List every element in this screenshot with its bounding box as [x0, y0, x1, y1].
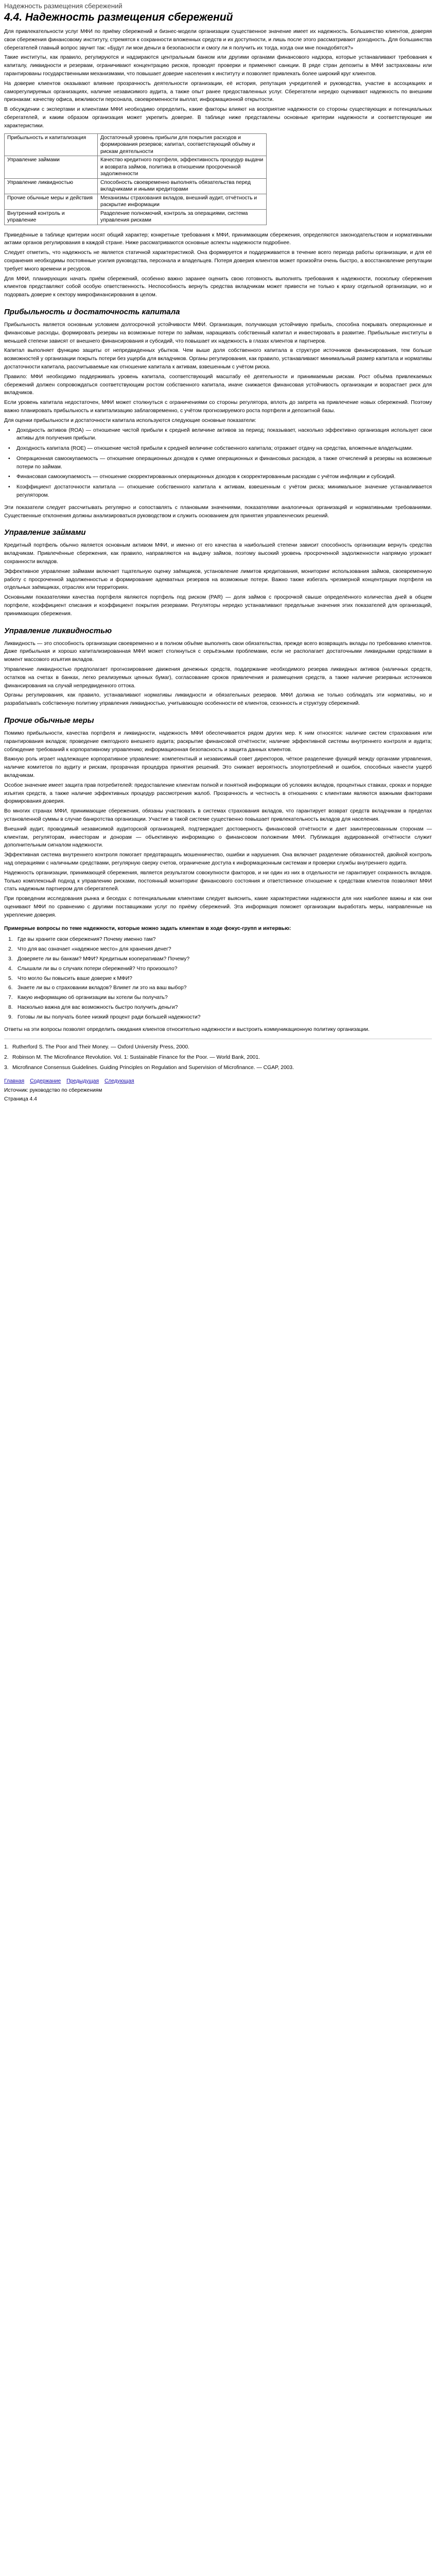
paragraph: Во многих странах МФИ, принимающие сбережения, обязаны участвовать в системах страхования вкладов, что гарантирует возврат средств вкладчикам в пределах установленной суммы в случае банкротства организации. Участие в такой системе существенно повышает привлекательность вкладов для населения.	[4, 808, 432, 822]
criteria-table	[4, 133, 267, 225]
paragraph: Помимо прибыльности, качества портфеля и ликвидности, надежность МФИ обеспечивается рядом других мер. К ним относятся: наличие систем страхования или гарантирования вкладов; проведение ежегодного внешнего аудита; раскрытие финансовой отчётности; наличие эффективной системы внутреннего контроля и аудита; соблюдение требований к корпоративному управлению; информационная безопасность и защита данных клиентов.	[4, 731, 432, 753]
bullet-list	[4, 427, 432, 500]
bullet-icon: •	[8, 484, 10, 490]
list-item-text: Операционная самоокупаемость — отношение операционных доходов к сумме операционных и финансовых расходов, а также отчислений в резервы на возможные потери по займам.	[16, 455, 432, 470]
section-heading: Прочие обычные меры	[4, 716, 94, 725]
paragraph: Органы регулирования, как правило, устанавливают нормативы ликвидности и обязательных резервов. МФИ должна не только соблюдать эти нормативы, но и разрабатывать собственную политику управления ликвидностью, учитывающую особенности её клиентов, сезонность и структуру сбережений.	[4, 692, 432, 707]
paragraph: Основными показателями качества портфеля являются портфель под риском (PAR) — доля займов с просрочкой свыше определённого количества дней в общем портфеле, коэффициент списания и коэффициент покрытия резервами. Регуляторы нередко устанавливают предельные значения этих показателей для организаций, принимающих сбережения.	[4, 595, 432, 617]
table-row	[5, 194, 267, 209]
paragraph: Для оценки прибыльности и достаточности капитала используются следующие основные показатели:	[4, 417, 256, 423]
paragraph: Для привлекательности услуг МФИ по приёму сбережений и бизнес-модели организации существенное значение имеет их надежность. Большинство клиентов, доверяя свои сбережения финансовому институту, стремятся к сохранности вложенных средств и их доступности, и лишь после этого рассматривают доходность. Для большинства сберегателей главный вопрос звучит так: «Будут ли мои деньги в безопасности и смогу ли я получить их тогда, когда они мне понадобятся?»	[4, 29, 432, 51]
paragraph: Кредитный портфель обычно является основным активом МФИ, и именно от его качества в наибольшей степени зависит способность организации вернуть средства вкладчикам. Привлечённые сбережения, как правило, направляются на выдачу займов, поэтому высокий уровень просроченной задолженности напрямую угрожает сохранности вкладов.	[4, 543, 432, 565]
paragraph: Эти показатели следует рассчитывать регулярно и сопоставлять с плановыми значениями, показателями аналогичных организаций и нормативными требованиями. Существенные отклонения должны анализироваться руководством и служить основанием для принятия управленческих решений.	[4, 504, 432, 519]
paragraph: Эффективная система внутреннего контроля помогает предотвращать мошенничество, ошибки и нарушения. Она включает разделение обязанностей, двойной контроль над операциями с наличными средствами, регулярную сверку счетов, ограничение доступа к информационным системам и проверки службы внутреннего аудита.	[4, 852, 432, 866]
footnotes-list	[4, 1043, 432, 1072]
page-title: 4.4. Надежность размещения сбережений	[4, 11, 233, 23]
page	[0, 2, 436, 1104]
list-item-text: Доходность активов (ROA) — отношение чистой прибыли к средней величине активов за период; показывает, насколько эффективно организация использует свои активы для получения прибыли.	[16, 427, 432, 442]
bullet-icon: •	[8, 455, 10, 462]
table-cell-desc: Разделение полномочий, контроль за операциями, система управления рисками	[98, 209, 267, 225]
paragraph: В обсуждении с экспертами и клиентами МФИ необходимо определить, какие факторы влияют на восприятие надежности со стороны существующих и потенциальных сберегателей, и каким образом организация может укрепить доверие. В таблице ниже представлены основные критерии надежности и соответствующие им характеристики.	[4, 107, 432, 129]
table-row	[5, 133, 267, 156]
list-item-text: Где вы храните свои сбережения? Почему именно там?	[18, 937, 156, 943]
paragraph: Приведённые в таблице критерии носят общий характер; конкретные требования к МФИ, принимающим сбережения, определяются законодательством и нормативными актами органов регулирования в каждой стране. Ниже рассматриваются основные аспекты надежности подробнее.	[4, 232, 432, 246]
footnote: 2. Robinson M. The Microfinance Revolution. Vol. 1: Sustainable Finance for the Poor. — World Bank, 2001.	[4, 1055, 260, 1061]
table-cell-desc: Достаточный уровень прибыли для покрытия расходов и формирования резервов; капитал, соответствующий объёму и рискам деятельности	[98, 133, 267, 156]
closing-block	[4, 869, 432, 920]
list-item-text: Что для вас означает «надежное место» для хранения денег?	[18, 946, 171, 953]
table-row	[5, 178, 267, 194]
intro-block	[4, 28, 432, 130]
list-item: 2. Что для вас означает «надежное место» для хранения денег?	[8, 946, 171, 953]
footer-nav	[4, 1077, 432, 1086]
table-cell-label: Прибыльность и капитализация	[5, 133, 98, 156]
table-cell-desc: Качество кредитного портфеля, эффективность процедур выдачи и возврата займов, политика в отношении просроченной задолженности	[98, 156, 267, 179]
footnote-text: Robinson M. The Microfinance Revolution. Vol. 1: Sustainable Finance for the Poor. — World Bank, 2001.	[12, 1055, 260, 1061]
footnote: 1. Rutherford S. The Poor and Their Money. — Oxford University Press, 2000.	[4, 1044, 189, 1050]
list-item-text: Финансовая самоокупаемость — отношение скорректированных операционных доходов к скорректированным расходам с учётом инфляции и субсидий.	[16, 474, 396, 480]
list-item: 4. Слышали ли вы о случаях потери сбережений? Что произошло?	[8, 965, 178, 972]
paragraph: Если уровень капитала недостаточен, МФИ может столкнуться с ограничениями со стороны регулятора, вплоть до запрета на привлечение новых сбережений. Поэтому важно планировать прибыльность и капитализацию заблаговременно, с учётом прогнозируемого роста портфеля и депозитной базы.	[4, 400, 432, 414]
footer-link-prev[interactable]: Предыдущая	[66, 1078, 99, 1084]
paragraph: Управление ликвидностью предполагает прогнозирование движения денежных средств, поддержание необходимого резерва ликвидных активов (наличных средств, остатков на счетах в банках, легко реализуемых ценных бумаг), согласование сроков привлечения и размещения средств, а также наличие резервных источников финансирования на случай непредвиденного оттока.	[4, 667, 432, 689]
table-cell-label: Управление займами	[5, 156, 98, 179]
paragraph: Внешний аудит, проводимый независимой аудиторской организацией, подтверждает достоверность финансовой отчётности и дает заинтересованным сторонам — клиентам, регуляторам, инвесторам и донорам — объективную информацию о финансовом положении МФИ. Публикация аудированной отчётности служит дополнительным сигналом надежности.	[4, 826, 432, 849]
table-cell-desc: Способность своевременно выполнять обязательства перед вкладчиками и иными кредиторами	[98, 178, 267, 194]
footer-link-home[interactable]: Главная	[4, 1078, 25, 1084]
paragraph: Капитал выполняет функцию защиты от непредвиденных убытков. Чем выше доля собственного капитала в структуре источников финансирования, тем больше возможностей у организации покрыть потери без ущерба для вкладчиков. Органы регулирования, как правило, устанавливают минимальный размер капитала и нормативы достаточности капитала, рассчитываемые как отношение капитала к активам, взвешенным с учётом риска.	[4, 348, 432, 370]
after-table-block	[4, 231, 432, 299]
bullet-icon: •	[8, 427, 10, 433]
list-item	[4, 473, 432, 481]
list-item: 6. Знаете ли вы о страховании вкладов? Влияет ли это на ваш выбор?	[8, 985, 187, 991]
footer-counter: Страница 4.4	[4, 1096, 37, 1103]
table-row	[5, 156, 267, 179]
footnote-text: Rutherford S. The Poor and Their Money. — Oxford University Press, 2000.	[12, 1044, 189, 1050]
list-item-text: Слышали ли вы о случаях потери сбережений? Что произошло?	[18, 965, 178, 972]
bullet-icon: •	[8, 474, 10, 480]
paragraph: Надежность организации, принимающей сбережения, является результатом совокупности факторов, и ни один из них в отдельности не гарантирует сохранность вкладов. Только комплексный подход к управлению рисками, постоянный мониторинг финансового состояния и ответственное отношение к средствам клиентов позволяют МФИ стать надежным партнером для сберегателей.	[4, 870, 432, 892]
list-item	[4, 427, 432, 443]
list-item	[4, 445, 432, 453]
paragraph: Следует отметить, что надежность не является статичной характеристикой. Она формируется и поддерживается в течение всего периода работы организации, и для её сохранения необходимы постоянные усилия руководства, персонала и владельцев. Потеря доверия клиентов может произойти очень быстро, а восстановление репутации требует много времени и ресурсов.	[4, 250, 432, 272]
questions-title: Примерные вопросы по теме надежности, которые можно задать клиентам в ходе фокус-групп и интервью:	[4, 925, 291, 931]
list-item-text: Какую информацию об организации вы хотели бы получать?	[18, 995, 168, 1001]
section-heading: Управление займами	[4, 528, 86, 537]
table-row	[5, 209, 267, 225]
table-cell-desc: Механизмы страхования вкладов, внешний аудит, отчётность и раскрытие информации	[98, 194, 267, 209]
list-item-text: Что могло бы повысить ваше доверие к МФИ?	[18, 975, 132, 981]
list-item: 1. Где вы храните свои сбережения? Почему именно там?	[8, 937, 156, 943]
footer-source: Источник: руководство по сбережениям	[4, 1087, 102, 1093]
paragraph: Правило: МФИ необходимо поддерживать уровень капитала, соответствующий масштабу её деятельности и принимаемым рискам. Рост объёма привлекаемых сбережений должен сопровождаться соответствующим ростом собственного капитала, иначе снижается финансовая устойчивость организации и возрастает риск для вкладчиков.	[4, 374, 432, 396]
paragraph: Эффективное управление займами включает тщательную оценку заёмщиков, установление лимитов кредитования, мониторинг использования займов, своевременную работу с просроченной задолженностью и формирование адекватных резервов на возможные потери. Важно также избегать чрезмерной концентрации портфеля на отдельных заёмщиках, отраслях или территориях.	[4, 568, 432, 591]
table-cell-label: Управление ликвидностью	[5, 178, 98, 194]
footer-link-next[interactable]: Следующая	[104, 1078, 134, 1084]
list-item-text: Коэффициент достаточности капитала — отношение собственного капитала к активам, взвешенным с учётом риска; минимальное значение устанавливается регулятором.	[16, 484, 432, 499]
footer-link-contents[interactable]: Содержание	[30, 1078, 61, 1084]
list-item: 5. Что могло бы повысить ваше доверие к МФИ?	[8, 975, 132, 981]
list-item	[4, 483, 432, 500]
section-heading: Прибыльность и достаточность капитала	[4, 307, 180, 316]
list-item	[4, 455, 432, 471]
list-item-text: Насколько важна для вас возможность быстро получить деньги?	[18, 1004, 178, 1010]
paragraph: Ликвидность — это способность организации своевременно и в полном объёме выполнять свои обязательства, прежде всего возвращать вклады по требованию клиентов. Даже прибыльная и хорошо капитализированная МФИ может столкнуться с серьёзными проблемами, если не располагает достаточными ликвидными средствами в момент массового изъятия вкладов.	[4, 640, 432, 663]
breadcrumb: Надежность размещения сбережений	[4, 2, 123, 10]
table-cell-label: Прочие обычные меры и действия	[5, 194, 98, 209]
table-cell-label: Внутренний контроль и управление	[5, 209, 98, 225]
list-item-text: Доверяете ли вы банкам? МФИ? Кредитным кооперативам? Почему?	[18, 956, 190, 962]
section-heading: Управление ликвидностью	[4, 626, 112, 635]
bullet-icon: •	[8, 446, 10, 452]
list-item-text: Доходность капитала (ROE) — отношение чистой прибыли к средней величине собственного капитала; отражает отдачу на средства, вложенные владельцами.	[16, 446, 413, 452]
list-item-text: Знаете ли вы о страховании вкладов? Влияет ли это на ваш выбор?	[18, 985, 187, 991]
list-item: 8. Насколько важна для вас возможность быстро получить деньги?	[8, 1004, 178, 1010]
list-item: 7. Какую информацию об организации вы хотели бы получать?	[8, 995, 168, 1001]
list-item-text: Готовы ли вы получать более низкий процент ради большей надежности?	[18, 1014, 201, 1020]
list-item: 9. Готовы ли вы получать более низкий процент ради большей надежности?	[8, 1014, 201, 1020]
paragraph: Для МФИ, планирующих начать приём сбережений, особенно важно заранее оценить свою готовность выполнять требования к надежности, поскольку сбережения клиентов представляют собой особую ответственность. Неспособность вернуть средства вкладчикам может привести не только к краху отдельной организации, но и подорвать доверие к сектору микрофинансирования в целом.	[4, 276, 432, 298]
footnote-text: Microfinance Consensus Guidelines. Guiding Principles on Regulation and Supervision of Microfinance. — CGAP, 2003.	[12, 1064, 294, 1071]
paragraph: Такие институты, как правило, регулируются и надзираются центральным банком или другими органами финансового надзора, которые устанавливают требования к капиталу, ликвидности и резервам, ограничивают концентрацию рисков, проводят проверки и применяют санкции. В ряде стран депозиты в МФИ застрахованы или гарантированы государственными механизмами, что повышает доверие населения к институту и позволяет привлекать более широкий круг клиентов.	[4, 55, 432, 77]
paragraph: Ответы на эти вопросы позволят определить ожидания клиентов относительно надежности и выстроить коммуникационную политику организации.	[4, 1026, 370, 1032]
paragraph: Особое значение имеет защита прав потребителей: предоставление клиентам полной и понятной информации об условиях вкладов, процентных ставках, сроках и порядке изъятия средств, а также наличие эффективных процедур рассмотрения жалоб. Прозрачность и честность в отношениях с клиентами являются важными факторами формирования доверия.	[4, 782, 432, 805]
list-item: 3. Доверяете ли вы банкам? МФИ? Кредитным кооперативам? Почему?	[8, 956, 190, 962]
paragraph: Прибыльность является основным условием долгосрочной устойчивости МФИ. Организация, получающая устойчивую прибыль, способна покрывать операционные и финансовые расходы, формировать резервы на возможные потери по займам, наращивать собственный капитал и инвестировать в развитие. Прибыльные институты в меньшей степени зависят от внешнего финансирования и субсидий, что повышает их надежность в глазах клиентов и партнеров.	[4, 321, 432, 344]
footnote: 3. Microfinance Consensus Guidelines. Guiding Principles on Regulation and Supervision of Microfinance. — CGAP, 2003.	[4, 1064, 294, 1071]
paragraph: На доверие клиентов оказывают влияние прозрачность деятельности организации, её история, репутация учредителей и руководства, участие в ассоциациях и саморегулируемых организациях, наличие независимого аудита, а также опыт ранее предоставленных услуг. Сберегатели нередко оценивают надежность по внешним признакам: качеству офиса, вежливости персонала, своевременности выплат, информационной открытости.	[4, 80, 432, 103]
questions-list	[4, 936, 432, 1021]
paragraph: При проведении исследования рынка и беседах с потенциальными клиентами следует выяснить, какие характеристики надежности для них наиболее важны и как они оценивают МФИ по сравнению с другими поставщиками услуг по приёму сбережений. Эта информация поможет организации выработать меры, направленные на укрепление доверия.	[4, 896, 432, 918]
paragraph: Важную роль играет надлежащее корпоративное управление: компетентный и независимый совет директоров, чёткое разделение функций между органами управления, наличие комитетов по аудиту и рискам, прозрачная процедура принятия решений. Это снижает вероятность злоупотреблений и ошибок, способных нанести ущерб вкладчикам.	[4, 756, 432, 778]
